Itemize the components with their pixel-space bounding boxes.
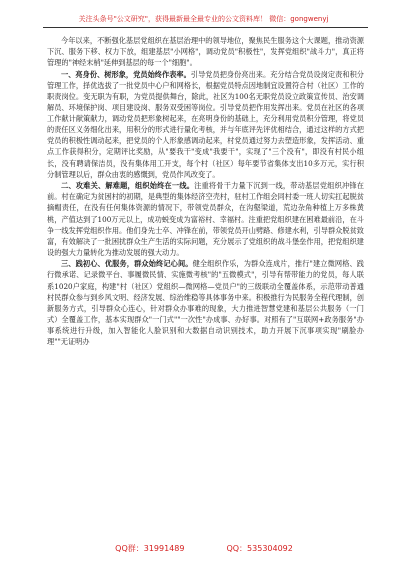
section-1-paragraph bbox=[47, 69, 364, 180]
section-3-paragraph bbox=[47, 258, 364, 347]
section-3-heading: 三、践初心、优服务，群众始终记心间。 bbox=[61, 259, 193, 269]
footer-qq-group: QQ群：31991489 bbox=[115, 544, 185, 553]
header-banner: 关注头条号"公文研究"，获得最新最全最专业的公文资料库！ 微信：gongwenyj bbox=[78, 15, 329, 23]
section-3-body: 健全组织作乐，为群众连成片，推行"建立微网格、践行微承诺、记录微平台、事履微民情、实施微考核"的"五微模式"，引导有帮带能力的党员，每人联系1020户家庭，构建"村（社区）党组织—微网格—党员户"的三级联动全覆盖体系，示范带动普通村民群众参与到乡风文明、经济发展、综治维稳等具体事务中来。积极推行为民服务全程代理制，创新服务方式，引导群众心连心，针对群众办事难的现象，大力推进智慧党建和基层公共服务（一门式）全覆盖工作，基本实现群众"一门式""一次性"办成事、办好事。对照有了"互联网+政务服务"办事系统进行升级，加入智能化人脸识别和大数据自动识别技术，助力开展下沉事项实现"刷脸办理""无证明办 bbox=[47, 259, 364, 347]
section-2-paragraph bbox=[47, 180, 364, 258]
footer-qq: QQ：535304092 bbox=[226, 544, 293, 553]
footer-contact bbox=[0, 543, 408, 554]
section-1-body: 引导党员把身份亮出来。充分结合党员设岗定责和积分管理工作，择优选拔了一批党员中心户和网格长，根据党员特点因地制宜设置符合村（社区）工作的职责岗位。变无职为有职，为党员提供舞台，除此，社区为100名无职党员设立政策宣传员、治安调解员、环境保护岗、项目建设岗、服务双受困等岗位。引导党员把作用发挥出来。党员在社区的各项工作献计献策献力，调动党员把形象树起来，在亮明身份的基础上，充分利用党员积分管理，将党员的责任区义务细化出来，用积分的形式进行量化考核，并与年底评先评优相结合，通过这样的方式把党员的积极性调动起来，把党员的个人形象感调动起来，村党员通过努力去塑造形象，发挥活动、重点工作获得积分，定期评比奖励，从"要我干"变成"我要干"，实现了"三个没有"，即没有村民小组长，没有聘请保洁员，没有集体用工开支，每个村（社区）每年要节省集体支出10多万元，实行积分制管理以后，群众由衷的感慨到，党员作风改变了。 bbox=[47, 69, 364, 179]
intro-paragraph: 今年以来，不断强化基层党组织在基层治理中的领导地位，聚焦民生服务这个大课题，推动资源下沉、服务下移、权力下放，组建基层"小网格"，调动党员"积极性"，发挥党组织"战斗力"，真正将管理的"神经末梢"延伸到基层的每一个"细胞"。 bbox=[47, 36, 364, 68]
section-1-heading: 一、亮身份、树形象，党员始终作表率。 bbox=[61, 69, 191, 79]
section-2-heading: 二、攻难关、解难题，组织始终在一线。 bbox=[61, 181, 195, 191]
document-body bbox=[47, 35, 364, 347]
section-2-body: 注重将骨干力量下沉到一线，带动基层党组织冲锋在前。村在确定为贫困村的初期，是典型的集体经济空壳村，驻村工作组会同村委一班人切实扛起脱贫摘帽责任，在没有任何集体资源的情况下，带领党员群众，在沟壑梁道，荒边杂角种植上万多株黄桃，产值达到了100万元以上，成功蜕变成为富裕村、幸福村。注重把党组织建在困难最前沿，在斗争一线发挥党组织作用。他们身先士卒、冲锋在前，带领党员开山劈路、修建水利，引导群众脱贫致富，有效解决了一批困扰群众生产生活的实际问题，充分展示了党组织的战斗堡垒作用，把党组织建设的强大力量转化为推动发展的强大动力。 bbox=[47, 181, 364, 257]
header-divider bbox=[43, 27, 368, 28]
